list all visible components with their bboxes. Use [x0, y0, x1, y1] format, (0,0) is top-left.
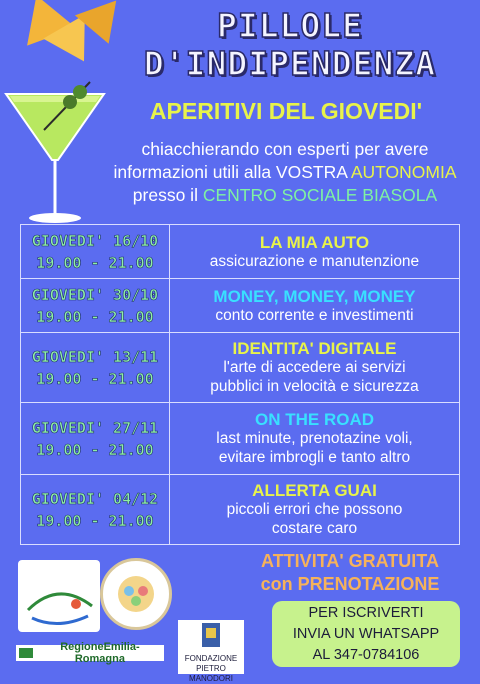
cta-line-1: PER ISCRIVERTI	[308, 605, 424, 621]
schedule-detail: l'arte di accedere ai servizi	[223, 359, 406, 376]
intro-autonomia: AUTONOMIA	[350, 162, 457, 182]
fondazione-crest-icon	[178, 620, 244, 650]
region-label: RegioneEmilia-Romagna	[60, 641, 140, 665]
schedule-desc-cell	[170, 475, 460, 545]
schedule-detail: pubblici in velocità e sicurezza	[210, 378, 419, 395]
intro-line-2	[100, 161, 470, 184]
schedule-detail: evitare imbrogli e tanto altro	[218, 449, 411, 466]
schedule-topic: IDENTITA' DIGITALE	[232, 339, 397, 358]
schedule-date: GIOVEDI' 30/10	[31, 285, 159, 304]
intro-line-1: chiacchierando con esperti per avere	[141, 139, 429, 159]
schedule-date-cell	[21, 333, 170, 403]
schedule-desc-cell	[170, 225, 460, 279]
intro-line-3-text: presso il	[132, 185, 203, 205]
schedule-date: GIOVEDI' 13/11	[31, 347, 159, 366]
schedule-time: 19.00 - 21.00	[36, 307, 154, 326]
fondazione-label: FONDAZIONE	[184, 654, 238, 663]
schedule-time: 19.00 - 21.00	[36, 440, 154, 459]
schedule-date: GIOVEDI' 27/11	[31, 418, 159, 437]
intro-line-2-text: informazioni utili alla VOSTRA	[113, 162, 351, 182]
polo-emblem-icon	[103, 561, 169, 627]
schedule-row	[21, 225, 460, 279]
schedule-topic: ON THE ROAD	[255, 410, 374, 429]
whatsapp-signup-box	[272, 601, 460, 667]
schedule-desc-cell	[170, 333, 460, 403]
title-line-2: D'INDIPENDENZA	[143, 44, 437, 83]
schedule-desc-cell	[170, 279, 460, 333]
schedule-topic: LA MIA AUTO	[259, 232, 370, 252]
schedule-detail: piccoli errori che possono	[226, 501, 403, 518]
arca-logo	[18, 560, 100, 632]
region-flag-icon	[19, 648, 33, 658]
free-activity-note	[230, 550, 470, 596]
schedule-topic: MONEY, MONEY, MONEY	[213, 286, 416, 306]
schedule-row	[21, 403, 460, 475]
schedule-time: 19.00 - 21.00	[36, 253, 154, 272]
schedule-detail: conto corrente e investimenti	[215, 306, 414, 324]
schedule-row	[21, 279, 460, 333]
schedule-desc-cell	[170, 403, 460, 475]
martini-glass-icon	[0, 80, 110, 230]
regione-emilia-romagna-logo	[16, 641, 164, 665]
subtitle: APERITIVI DEL GIOVEDI'	[149, 98, 423, 124]
intro-centro: CENTRO SOCIALE BIASOLA	[202, 185, 438, 205]
free-line-2: con PRENOTAZIONE	[260, 574, 440, 594]
schedule-time: 19.00 - 21.00	[36, 511, 154, 530]
schedule-topic: ALLERTA GUAI	[252, 481, 377, 500]
arca-emblem-icon	[18, 560, 100, 632]
schedule-row	[21, 333, 460, 403]
schedule-detail: assicurazione e manutenzione	[209, 252, 420, 270]
intro-line-3	[100, 184, 470, 207]
title-line-1: PILLOLE	[216, 6, 364, 45]
schedule-time: 19.00 - 21.00	[36, 369, 154, 388]
schedule-date-cell	[21, 403, 170, 475]
schedule-row	[21, 475, 460, 545]
cta-line-2: INVIA UN WHATSAPP	[292, 626, 440, 642]
schedule-detail: costare caro	[271, 520, 358, 537]
schedule-date: GIOVEDI' 04/12	[31, 489, 159, 508]
intro-text	[100, 138, 470, 207]
schedule-date-cell	[21, 225, 170, 279]
polo-giovanile-logo	[100, 558, 172, 630]
schedule-table	[20, 224, 460, 545]
schedule-detail: last minute, prenotazine voli,	[216, 430, 413, 447]
cta-phone: AL 347-0784106	[312, 647, 420, 663]
fondazione-manodori-logo	[178, 620, 244, 683]
fondazione-name: PIETRO MANODORI	[189, 664, 233, 683]
schedule-date-cell	[21, 475, 170, 545]
free-line-1: ATTIVITA' GRATUITA	[261, 551, 439, 571]
schedule-date-cell	[21, 279, 170, 333]
schedule-date: GIOVEDI' 16/10	[31, 231, 159, 250]
